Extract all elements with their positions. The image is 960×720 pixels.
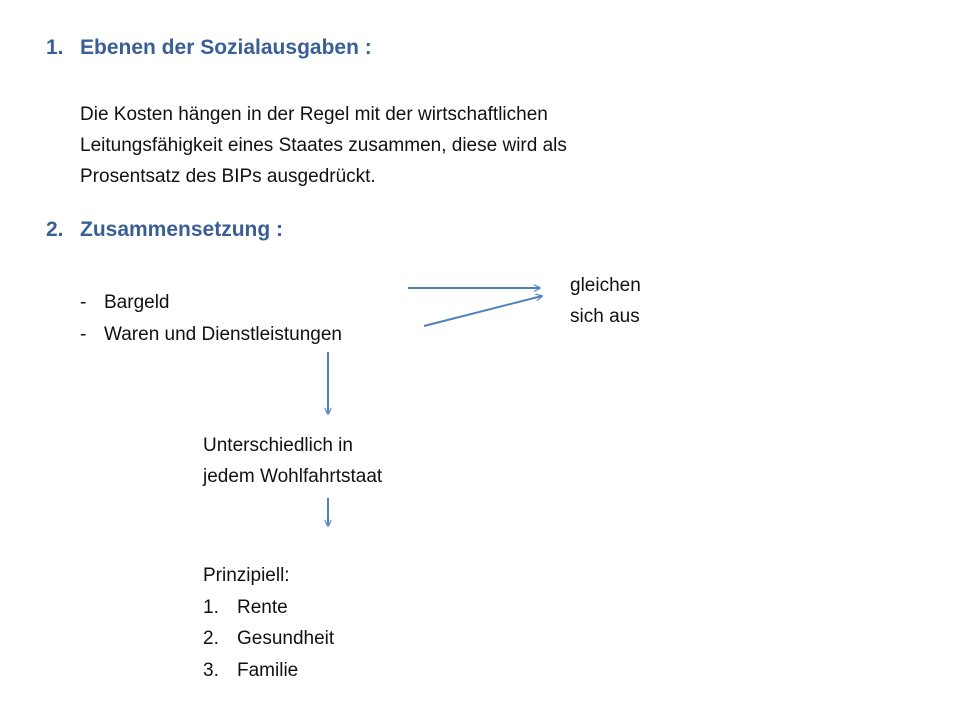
paragraph-line: Leitungsfähigkeit eines Staates zusammen, diese wird als: [80, 135, 567, 156]
list-item-text: Familie: [237, 659, 299, 681]
list-marker: 2.: [203, 628, 219, 649]
list-item-text: Gesundheit: [237, 628, 335, 649]
paragraph-line: Die Kosten hängen in der Regel mit der wirtschaftlichen: [80, 104, 548, 125]
waren-arrow: [424, 296, 542, 326]
list-marker: 3.: [203, 659, 219, 681]
list-marker: 1.: [203, 596, 219, 618]
list-marker: -: [80, 323, 87, 345]
differs-note-line: jedem Wohlfahrtstaat: [203, 466, 383, 487]
list-item-text: Waren und Dienstleistungen: [104, 323, 342, 345]
section-2-title: Zusammensetzung :: [80, 218, 284, 241]
section-2-number: 2.: [46, 218, 64, 241]
section-1-number: 1.: [46, 36, 64, 59]
list-marker: -: [80, 292, 87, 313]
list-item-text: Rente: [237, 596, 288, 618]
principle-label: Prinzipiell:: [203, 565, 290, 586]
section-1-title: Ebenen der Sozialausgaben :: [80, 36, 372, 59]
list-item-text: Bargeld: [104, 292, 170, 313]
differs-note-line: Unterschiedlich in: [203, 435, 353, 456]
balance-note-line: gleichen: [570, 275, 641, 296]
balance-note-line: sich aus: [570, 306, 640, 327]
paragraph-line: Prosentsatz des BIPs ausgedrückt.: [80, 166, 376, 187]
